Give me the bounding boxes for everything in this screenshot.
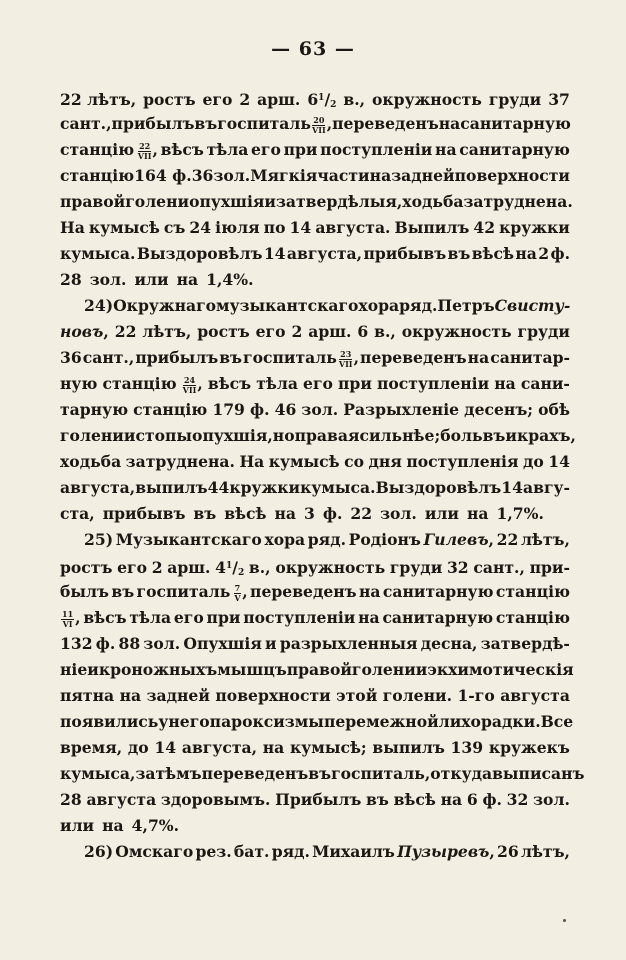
word: на (369, 166, 392, 185)
word: 25) (84, 530, 114, 549)
word: кружки (499, 218, 570, 237)
word: ніе (60, 660, 88, 679)
word: 26 (497, 842, 519, 861)
word: 14 (289, 218, 312, 237)
text-line (60, 215, 570, 241)
word: при (206, 608, 241, 627)
word: ста, (60, 504, 95, 523)
word: станцію (60, 166, 135, 185)
word: Все (540, 712, 574, 731)
word: и (123, 426, 136, 445)
word: мышцъ (217, 660, 287, 679)
text-line (60, 267, 570, 293)
word: $\frac{23}{\text{VII}}$ , (338, 348, 359, 369)
word: переведенъ (201, 764, 309, 783)
word: 6 (357, 322, 369, 341)
word: икроножныхъ (87, 660, 218, 679)
word: ростъ (60, 558, 113, 577)
word: правой (286, 660, 352, 679)
word: десенъ; (464, 400, 534, 419)
word: 32 (506, 790, 529, 809)
word: ф. (482, 790, 502, 809)
word: выпилъ (135, 478, 208, 497)
word: в., (248, 558, 271, 577)
word: госпиталь (217, 114, 311, 133)
word: при- (529, 558, 570, 577)
word: 179 (212, 400, 245, 419)
text-line (60, 475, 570, 501)
word: и (415, 660, 428, 679)
word: іюля (215, 218, 260, 237)
word: поступленія (406, 452, 519, 471)
word: переведенъ (250, 582, 357, 601)
word: экхимотическія (427, 660, 574, 679)
word: откуда (430, 764, 493, 783)
word: въ (193, 504, 217, 523)
word: 46 (274, 400, 297, 419)
word: Пузыревъ, (397, 842, 495, 861)
word: или (60, 816, 95, 835)
word: 3 (304, 504, 315, 523)
word: 14 (154, 738, 177, 757)
word: или (424, 504, 459, 523)
text-line (60, 605, 570, 631)
word: поступленіи (320, 140, 433, 159)
word: перемежной (323, 712, 439, 731)
word: окружность (275, 558, 386, 577)
word: на (515, 244, 537, 263)
word: 1,7%. (496, 504, 544, 523)
word: зол. (89, 270, 127, 289)
word: правая (294, 426, 360, 445)
word: санитарную (382, 582, 494, 601)
word: поступленіи (376, 374, 490, 393)
word: въ (366, 790, 389, 809)
word: окружность (372, 90, 482, 109)
word: груди (488, 90, 542, 109)
word: въ (111, 582, 135, 601)
word: станцію (495, 582, 570, 601)
word: но (272, 426, 295, 445)
word: сант., (82, 348, 135, 367)
word: части (317, 166, 370, 185)
word: Михаилъ (312, 842, 395, 861)
word: 2 (538, 244, 550, 263)
word: или (134, 270, 169, 289)
word: 28 (60, 270, 82, 289)
word: $4^1/_2$ (215, 558, 245, 578)
word: августа (500, 686, 570, 705)
word: въ (194, 114, 218, 133)
word: ряд. (307, 530, 347, 549)
word: груди (389, 558, 443, 577)
word: 164 ф. (134, 166, 192, 185)
word: пятна (60, 686, 115, 705)
text-line (60, 579, 570, 605)
text-line (60, 527, 570, 553)
word: зол. (380, 504, 417, 523)
word: арш. (257, 90, 301, 109)
word: стопы (135, 426, 193, 445)
word: 88 (118, 634, 141, 653)
word: 26) (84, 842, 114, 861)
word: сильнѣе; (359, 426, 441, 445)
text-line (60, 319, 570, 345)
word: его (202, 90, 233, 109)
word: и (264, 192, 276, 211)
text-line (60, 189, 573, 215)
word: $\frac{20}{\text{VII}}$ , (312, 114, 333, 135)
word: хора (264, 530, 306, 549)
text-line (60, 709, 574, 735)
word: выписанъ (492, 764, 585, 783)
word: Выздоровѣлъ (136, 244, 263, 263)
word: Окружнаго (113, 296, 217, 315)
text-line (60, 137, 570, 163)
word: авгу- (523, 478, 570, 497)
word: поступленіи (243, 608, 356, 627)
word: ф. (95, 634, 116, 653)
word: лѣтъ, (142, 322, 192, 341)
word: 132 (60, 634, 93, 653)
text-line (60, 111, 570, 137)
word: санитарную (460, 114, 571, 133)
word: прибывъ (363, 244, 447, 263)
text-line (60, 683, 570, 709)
word: 37 (548, 90, 570, 109)
word: вѣсъ (160, 140, 204, 159)
body-text (60, 85, 585, 865)
word: ф. (550, 244, 570, 263)
text-line (60, 501, 570, 527)
word: августа. (315, 218, 391, 237)
word: на (435, 140, 457, 159)
word: затруднена. (125, 452, 235, 471)
word: музыкантскаго (216, 296, 359, 315)
word: станцію (133, 400, 208, 419)
word: 2 (151, 558, 163, 577)
word: кумыса. (60, 244, 136, 263)
word: ходьба (402, 192, 464, 211)
word: сант., (60, 114, 112, 133)
text-line (60, 761, 585, 787)
word: в., (343, 90, 366, 109)
word: $\frac{7}{V}$ , (234, 582, 248, 603)
word: прибылъ (135, 348, 219, 367)
word: станцію (102, 374, 177, 393)
word: затвердѣ- (480, 634, 570, 653)
text-line (60, 657, 574, 683)
text-line (60, 163, 570, 189)
word: на (438, 114, 461, 133)
word: опухшія (189, 192, 265, 211)
word: на (358, 608, 380, 627)
word: ряд. (271, 842, 310, 861)
word: прибылъ (111, 114, 195, 133)
word: при (338, 374, 372, 393)
word: окружность (401, 322, 512, 341)
text-line (60, 449, 570, 475)
text-line (60, 787, 570, 813)
word: при (283, 140, 318, 159)
text-line (60, 839, 570, 865)
word: 44 (207, 478, 230, 497)
word: его (303, 374, 333, 393)
word: Гилевъ, (423, 530, 494, 549)
word: госпиталь (136, 582, 231, 601)
word: лѣтъ, (520, 530, 570, 549)
word: 22 лѣтъ, (60, 90, 137, 109)
word: его (255, 322, 286, 341)
word: 42 (473, 218, 496, 237)
word: затруднена. (463, 192, 573, 211)
word: $\frac{11}{VI}$ , (62, 608, 81, 629)
word: 32 (446, 558, 469, 577)
word: 22 (350, 504, 373, 523)
word: станцію (495, 608, 570, 627)
word: бат. (233, 842, 270, 861)
word: пароксизмы (209, 712, 324, 731)
word: 1,4%. (206, 270, 254, 289)
word: зол. (213, 166, 251, 185)
word: Родіонъ (348, 530, 421, 549)
word: 28 (60, 790, 82, 809)
word: кумысѣ (88, 218, 160, 237)
word: арш. (167, 558, 211, 577)
word: здоровымъ. (160, 790, 271, 809)
text-line (60, 423, 576, 449)
word: кумыса. (300, 478, 376, 497)
word: 14 (501, 478, 523, 497)
word: арш. (308, 322, 352, 341)
word: вѣсѣ (393, 790, 436, 809)
word: вѣсѣ (471, 244, 514, 263)
page-number: — 63 — (271, 38, 355, 60)
word: икрахъ, (505, 426, 576, 445)
word: 22 (496, 530, 519, 549)
word: Свисту- (494, 296, 571, 315)
word: боль (440, 426, 483, 445)
word: зол. (143, 634, 181, 653)
word: Петръ (437, 296, 495, 315)
word: выпилъ (372, 738, 445, 757)
word: затѣмъ (135, 764, 202, 783)
word: дня (368, 452, 402, 471)
word: ф. (250, 400, 270, 419)
text-line (60, 631, 570, 657)
word: разрыхленныя (279, 634, 418, 653)
word: Прибылъ (275, 790, 362, 809)
word: госпиталь, (331, 764, 431, 783)
word: кумысѣ (268, 452, 340, 471)
word: Омскаго (115, 842, 194, 861)
word: ходьба (60, 452, 122, 471)
word: голени (60, 426, 124, 445)
word: станцію (60, 140, 135, 159)
word: былъ (60, 582, 109, 601)
word: этой (336, 686, 378, 705)
word: новъ, (60, 322, 109, 341)
word: поверхности (454, 166, 570, 185)
word: по (263, 218, 286, 237)
word: до (127, 738, 149, 757)
word: и (265, 634, 277, 653)
word: на (262, 738, 285, 757)
word: голени (125, 192, 190, 211)
word: санитарную (382, 608, 494, 627)
word: на (467, 348, 490, 367)
text-line (60, 293, 570, 319)
word: 2 (239, 90, 251, 109)
word: правой (60, 192, 126, 211)
word: 24 (189, 218, 212, 237)
word: переведенъ (332, 114, 439, 133)
word: На (239, 452, 265, 471)
word: сант., (473, 558, 525, 577)
word: груди (517, 322, 570, 341)
word: зол. (301, 400, 339, 419)
word: августа, (60, 478, 136, 497)
word: санитар- (490, 348, 570, 367)
word: вѣсъ (83, 608, 127, 627)
word: переведенъ (360, 348, 467, 367)
word: задней (391, 166, 455, 185)
word: обѣ (538, 400, 570, 419)
word: опухшія, (192, 426, 273, 445)
text-line (60, 241, 570, 267)
word: лихорадки. (438, 712, 541, 731)
word: прибывъ (102, 504, 186, 523)
word: затвердѣлыя, (275, 192, 403, 211)
word: 139 (450, 738, 484, 757)
word: лѣтъ, (520, 842, 570, 861)
word: тѣла (129, 608, 172, 627)
word: Выпилъ (394, 218, 470, 237)
word: на (102, 816, 124, 835)
word: августа, (286, 244, 363, 263)
word: голени (351, 660, 416, 679)
word: поверхности (215, 686, 331, 705)
word: на (359, 582, 381, 601)
word: въ (447, 244, 471, 263)
word: вѣсѣ (224, 504, 267, 523)
word: въ (482, 426, 506, 445)
word: 2 (291, 322, 303, 341)
word: на (467, 504, 489, 523)
word: тарную (60, 400, 129, 419)
word: На (60, 218, 85, 237)
word: 22 (114, 322, 137, 341)
word: рез. (195, 842, 232, 861)
word: кружекъ (488, 738, 570, 757)
word: на (494, 374, 516, 393)
word: вѣсъ (207, 374, 252, 393)
word: его (251, 140, 281, 159)
word: Музыкантскаго (115, 530, 262, 549)
text-line (60, 345, 570, 371)
word: ростъ (197, 322, 250, 341)
word: Выздоровѣлъ (375, 478, 502, 497)
word: ную (60, 374, 98, 393)
word: на (119, 686, 142, 705)
word: кумыса, (60, 764, 136, 783)
word: 36 (60, 348, 82, 367)
word: Мягкія (250, 166, 318, 185)
word: на (274, 504, 297, 523)
word: въ (308, 764, 332, 783)
word: $\frac{24}{\text{VII}}$ , (182, 374, 203, 395)
word: десна, (420, 634, 478, 653)
word: 6 (466, 790, 478, 809)
word: в., (374, 322, 396, 341)
word: его (117, 558, 148, 577)
word: тѣла (206, 140, 249, 159)
word: него (168, 712, 210, 731)
word: 4,7%. (131, 816, 180, 835)
word: на (440, 790, 463, 809)
word: 14 (263, 244, 286, 263)
word: августа (86, 790, 157, 809)
word: до (522, 452, 544, 471)
word: время, (60, 738, 123, 757)
word: съ (163, 218, 186, 237)
paper-speck (563, 919, 566, 922)
word: зол. (533, 790, 570, 809)
word: сани- (520, 374, 570, 393)
word: хора (358, 296, 400, 315)
text-line (60, 397, 570, 423)
word: появились (60, 712, 159, 731)
word: 14 (548, 452, 570, 471)
word: Опухшія (183, 634, 262, 653)
word: тѣла (256, 374, 298, 393)
text-line (60, 813, 570, 839)
word: со (344, 452, 365, 471)
word: госпиталь (243, 348, 337, 367)
word: санитарную (459, 140, 570, 159)
word: его (173, 608, 204, 627)
word: 24) (84, 296, 114, 315)
text-line (60, 85, 570, 111)
word: голени. (382, 686, 452, 705)
word: $\frac{22}{\text{VII}}$ , (137, 140, 158, 161)
word: ряд. (399, 296, 438, 315)
word: въ (219, 348, 243, 367)
word: у (158, 712, 169, 731)
word: кумысѣ; (290, 738, 367, 757)
text-line (60, 371, 570, 397)
word: на (176, 270, 199, 289)
word: августа, (181, 738, 258, 757)
word: 1-го (457, 686, 495, 705)
word: Разрыхленіе (343, 400, 460, 419)
text-line (60, 735, 570, 761)
word: ростъ (143, 90, 196, 109)
word: 36 (191, 166, 214, 185)
word: кружки (229, 478, 301, 497)
text-line (60, 553, 570, 579)
word: задней (146, 686, 210, 705)
word: $6^1/_2$ (307, 90, 337, 110)
word: ф. (322, 504, 343, 523)
